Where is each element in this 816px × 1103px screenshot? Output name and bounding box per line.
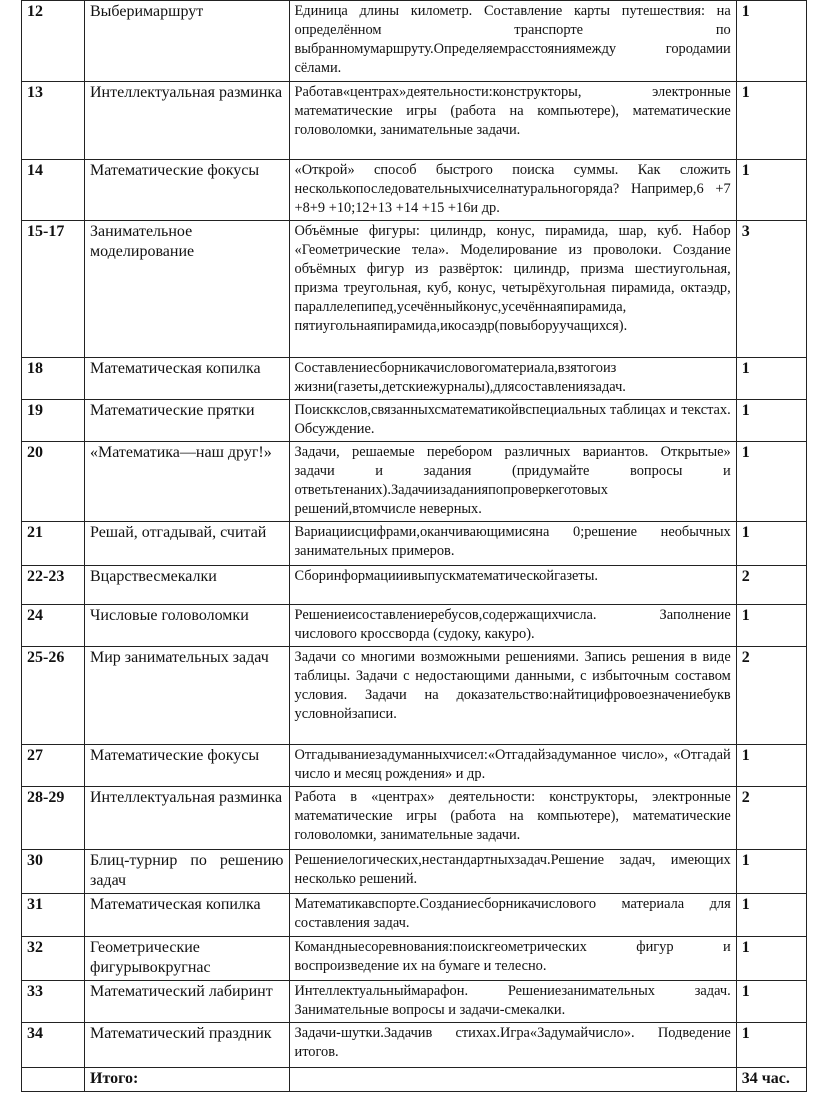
row-content: Работав«центрах»деятельности:конструкторы, электронные математические игры (работа на компьютере), математические головоломки, занимательные задачи. xyxy=(289,82,736,160)
row-number: 19 xyxy=(22,400,85,442)
row-content: Командныесоревнования:поискгеометрических фигур и воспроизведение их на бумаге и телесно. xyxy=(289,937,736,981)
table-row xyxy=(22,522,807,566)
row-content: Решениелогических,нестандартныхзадач.Решение задач, имеющих несколько решений. xyxy=(289,850,736,894)
row-number: 34 xyxy=(22,1023,85,1068)
row-topic: Интеллектуальная разминка xyxy=(85,82,290,160)
row-content: Объёмные фигуры: цилиндр, конус, пирамида, шар, куб. Набор «Геометрические тела». Моделирование из проволоки. Создание объёмных фигур из развёрток: цилиндр, призма шестиугольная, призма треугольная, куб, конус, четырёхугольная пирамида, октаэдр, параллелепипед,усечённыйконус,усечённаяпирамида, пятиугольнаяпирамида,икосаэдр(повыборуучащихся). xyxy=(289,221,736,358)
row-topic: Математические прятки xyxy=(85,400,290,442)
row-content: Задачи, решаемые перебором различных вариантов. Открытые» задачи и задания (придумайте вопросы и ответьтенаних).Задачиизаданияпопроверкеготовых решений,втомчисле неверных. xyxy=(289,442,736,522)
table-row xyxy=(22,400,807,442)
table-row xyxy=(22,1,807,82)
row-topic: Математический лабиринт xyxy=(85,981,290,1023)
row-number: 14 xyxy=(22,160,85,221)
row-hours: 2 xyxy=(736,787,806,850)
total-label: Итого: xyxy=(85,1068,290,1092)
row-topic: Геометрические фигурывокругнас xyxy=(85,937,290,981)
row-number: 12 xyxy=(22,1,85,82)
row-content: Сборинформацииивыпускматематическойгазеты. xyxy=(289,566,736,605)
row-number: 30 xyxy=(22,850,85,894)
row-hours: 1 xyxy=(736,937,806,981)
table-row xyxy=(22,981,807,1023)
row-number: 32 xyxy=(22,937,85,981)
row-topic: Вцарствесмекалки xyxy=(85,566,290,605)
row-hours: 1 xyxy=(736,442,806,522)
row-number: 33 xyxy=(22,981,85,1023)
row-number: 21 xyxy=(22,522,85,566)
table-row xyxy=(22,647,807,745)
row-number: 25-26 xyxy=(22,647,85,745)
row-topic: Математические фокусы xyxy=(85,160,290,221)
row-hours: 1 xyxy=(736,160,806,221)
total-row xyxy=(22,1068,807,1092)
row-topic: Интеллектуальная разминка xyxy=(85,787,290,850)
row-topic: Выберимаршрут xyxy=(85,1,290,82)
row-number: 27 xyxy=(22,745,85,787)
row-topic: Числовые головоломки xyxy=(85,605,290,647)
total-content-cell xyxy=(289,1068,736,1092)
row-hours: 1 xyxy=(736,1023,806,1068)
row-content: «Открой» способ быстрого поиска суммы. Как сложить несколькопоследовательныхчиселнатуральногоряда? Например,6 +7 +8+9 +10;12+13 +14 +15 +16и др. xyxy=(289,160,736,221)
row-topic: Решай, отгадывай, считай xyxy=(85,522,290,566)
table-row xyxy=(22,221,807,358)
total-hours: 34 час. xyxy=(736,1068,806,1092)
row-hours: 1 xyxy=(736,605,806,647)
row-number: 20 xyxy=(22,442,85,522)
table-row xyxy=(22,566,807,605)
table-row xyxy=(22,894,807,937)
row-hours: 1 xyxy=(736,745,806,787)
table-row xyxy=(22,787,807,850)
row-content: Задачи со многими возможными решениями. Запись решения в виде таблицы. Задачи с недостающими данными, с избыточным составом условия. Задачи на доказательство:найтицифровоезначениебукв условнойзаписи. xyxy=(289,647,736,745)
row-topic: Мир занимательных задач xyxy=(85,647,290,745)
row-number: 31 xyxy=(22,894,85,937)
row-content: Интеллектуальныймарафон. Решениезанимательных задач. Занимательные вопросы и задачи-смекалки. xyxy=(289,981,736,1023)
row-topic: Занимательное моделирование xyxy=(85,221,290,358)
row-hours: 3 xyxy=(736,221,806,358)
table-row xyxy=(22,745,807,787)
row-content: Вариациисцифрами,оканчивающимисяна 0;решение необычных занимательных примеров. xyxy=(289,522,736,566)
table-row xyxy=(22,442,807,522)
total-num-cell xyxy=(22,1068,85,1092)
row-topic: Математический праздник xyxy=(85,1023,290,1068)
row-topic: «Математика—наш друг!» xyxy=(85,442,290,522)
row-topic: Блиц-турнир по решению задач xyxy=(85,850,290,894)
row-hours: 2 xyxy=(736,566,806,605)
table-row xyxy=(22,82,807,160)
row-number: 22-23 xyxy=(22,566,85,605)
program-table xyxy=(21,0,807,1092)
table-row xyxy=(22,358,807,400)
table-row xyxy=(22,937,807,981)
table-row xyxy=(22,1023,807,1068)
row-content: Поисккслов,связанныхсматематикойвспециальных таблицах и текстах. Обсуждение. xyxy=(289,400,736,442)
row-hours: 1 xyxy=(736,1,806,82)
table-row xyxy=(22,605,807,647)
row-hours: 1 xyxy=(736,894,806,937)
row-hours: 2 xyxy=(736,647,806,745)
row-content: Составлениесборникачисловогоматериала,взятогоиз жизни(газеты,детскиежурналы),длясоставлениязадач. xyxy=(289,358,736,400)
row-content: Задачи-шутки.Задачив стихах.Игра«Задумайчисло». Подведение итогов. xyxy=(289,1023,736,1068)
row-hours: 1 xyxy=(736,981,806,1023)
row-number: 13 xyxy=(22,82,85,160)
row-content: Решениеисоставлениеребусов,содержащихчисла. Заполнение числового кроссворда (судоку, какуро). xyxy=(289,605,736,647)
row-hours: 1 xyxy=(736,850,806,894)
row-topic: Математическая копилка xyxy=(85,358,290,400)
row-topic: Математическая копилка xyxy=(85,894,290,937)
row-topic: Математические фокусы xyxy=(85,745,290,787)
table-row xyxy=(22,160,807,221)
row-content: Математикавспорте.Созданиесборникачислового материала для составления задач. xyxy=(289,894,736,937)
row-number: 24 xyxy=(22,605,85,647)
row-number: 15-17 xyxy=(22,221,85,358)
row-content: Работа в «центрах» деятельности: конструкторы, электронные математические игры (работа на компьютере), математические головоломки, занимательные задачи. xyxy=(289,787,736,850)
row-hours: 1 xyxy=(736,82,806,160)
row-hours: 1 xyxy=(736,358,806,400)
row-hours: 1 xyxy=(736,522,806,566)
row-content: Единица длины километр. Составление карты путешествия: на определённом транспорте по выбранномумаршруту.Определяемрасстояниямежду городамии сёлами. xyxy=(289,1,736,82)
row-number: 28-29 xyxy=(22,787,85,850)
row-number: 18 xyxy=(22,358,85,400)
table-row xyxy=(22,850,807,894)
row-content: Отгадываниезадуманныхчисел:«Отгадайзадуманное число», «Отгадай число и месяц рождения» и др. xyxy=(289,745,736,787)
row-hours: 1 xyxy=(736,400,806,442)
